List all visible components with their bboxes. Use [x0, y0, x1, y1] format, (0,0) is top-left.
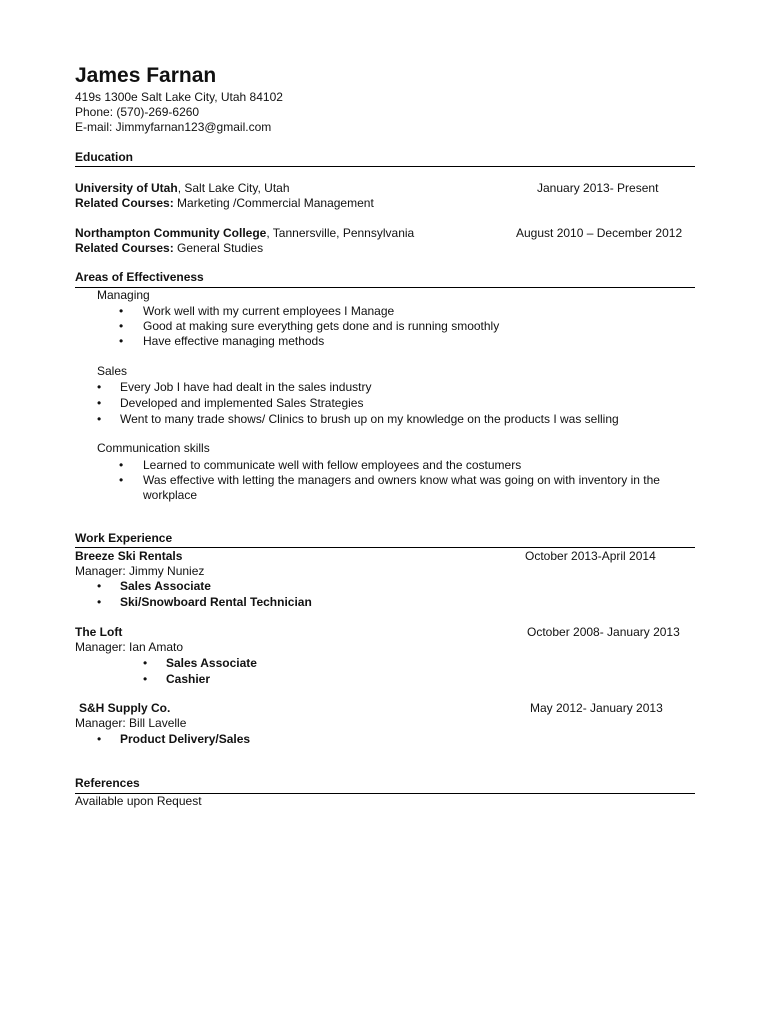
bullet: • [119, 458, 124, 472]
education-heading: Education [75, 150, 134, 164]
bullet: • [97, 579, 102, 593]
school-1-location: , Salt Lake City, Utah [177, 181, 290, 195]
education-rule [75, 166, 695, 167]
job-3-manager: Manager: Bill Lavelle [75, 716, 187, 730]
work-heading: Work Experience [75, 531, 173, 545]
school-1-courses-label: Related Courses: [75, 196, 174, 210]
school-2-name: Northampton Community College [75, 226, 267, 240]
effectiveness-heading: Areas of Effectiveness [75, 270, 204, 284]
bullet: • [119, 304, 124, 318]
candidate-name: James Farnan [75, 64, 217, 87]
school-2-courses [75, 241, 263, 256]
group-managing-title: Managing [97, 288, 150, 302]
job-3-company: S&H Supply Co. [79, 701, 171, 715]
bullet: • [97, 380, 102, 394]
email: E-mail: Jimmyfarnan123@gmail.com [75, 120, 272, 134]
job-2-company: The Loft [75, 625, 123, 639]
address: 419s 1300e Salt Lake City, Utah 84102 [75, 90, 283, 104]
job-2-manager: Manager: Ian Amato [75, 640, 184, 654]
school-1-courses-value: Marketing /Commercial Management [173, 196, 374, 210]
bullet: • [119, 334, 124, 348]
references-text: Available upon Request [75, 794, 202, 808]
bullet: • [143, 672, 148, 686]
references-heading: References [75, 776, 140, 790]
job-1-role-2: Ski/Snowboard Rental Technician [120, 595, 312, 609]
school-1-courses [75, 196, 374, 211]
sales-item-3: Went to many trade shows/ Clinics to brush up on my knowledge on the products I was selling [120, 412, 619, 426]
school-2 [75, 226, 414, 241]
group-communication-title: Communication skills [97, 441, 210, 455]
job-2-dates: October 2008- January 2013 [527, 625, 680, 639]
job-3-role-1: Product Delivery/Sales [120, 732, 251, 746]
bullet: • [119, 473, 124, 487]
job-2-role-1: Sales Associate [166, 656, 257, 670]
school-2-dates: August 2010 – December 2012 [516, 226, 683, 240]
school-2-courses-label: Related Courses: [75, 241, 174, 255]
job-1-role-1: Sales Associate [120, 579, 211, 593]
school-2-location: , Tannersville, Pennsylvania [266, 226, 415, 240]
sales-item-1: Every Job I have had dealt in the sales industry [120, 380, 372, 394]
sales-item-2: Developed and implemented Sales Strategies [120, 396, 364, 410]
school-2-courses-value: General Studies [173, 241, 264, 255]
school-1-name: University of Utah [75, 181, 178, 195]
managing-item-2: Good at making sure everything gets done and is running smoothly [143, 319, 500, 333]
job-1-dates: October 2013-April 2014 [525, 549, 656, 563]
bullet: • [97, 412, 102, 426]
bullet: • [97, 396, 102, 410]
school-1-dates: January 2013- Present [537, 181, 659, 195]
group-sales-title: Sales [97, 364, 128, 378]
job-3-dates: May 2012- January 2013 [530, 701, 663, 715]
bullet: • [143, 656, 148, 670]
managing-item-1: Work well with my current employees I Manage [143, 304, 395, 318]
bullet: • [97, 595, 102, 609]
job-2-role-2: Cashier [166, 672, 211, 686]
bullet: • [97, 732, 102, 746]
bullet: • [119, 319, 124, 333]
effectiveness-rule [75, 287, 695, 288]
communication-item-1: Learned to communicate well with fellow employees and the costumers [143, 458, 522, 472]
work-rule [75, 547, 695, 548]
school-1 [75, 181, 290, 196]
phone: Phone: (570)-269-6260 [75, 105, 200, 119]
job-1-manager: Manager: Jimmy Nuniez [75, 564, 205, 578]
job-1-company: Breeze Ski Rentals [75, 549, 183, 563]
communication-item-2: Was effective with letting the managers and owners know what was going on with inventory in the workplace [143, 473, 660, 502]
managing-item-3: Have effective managing methods [143, 334, 325, 348]
